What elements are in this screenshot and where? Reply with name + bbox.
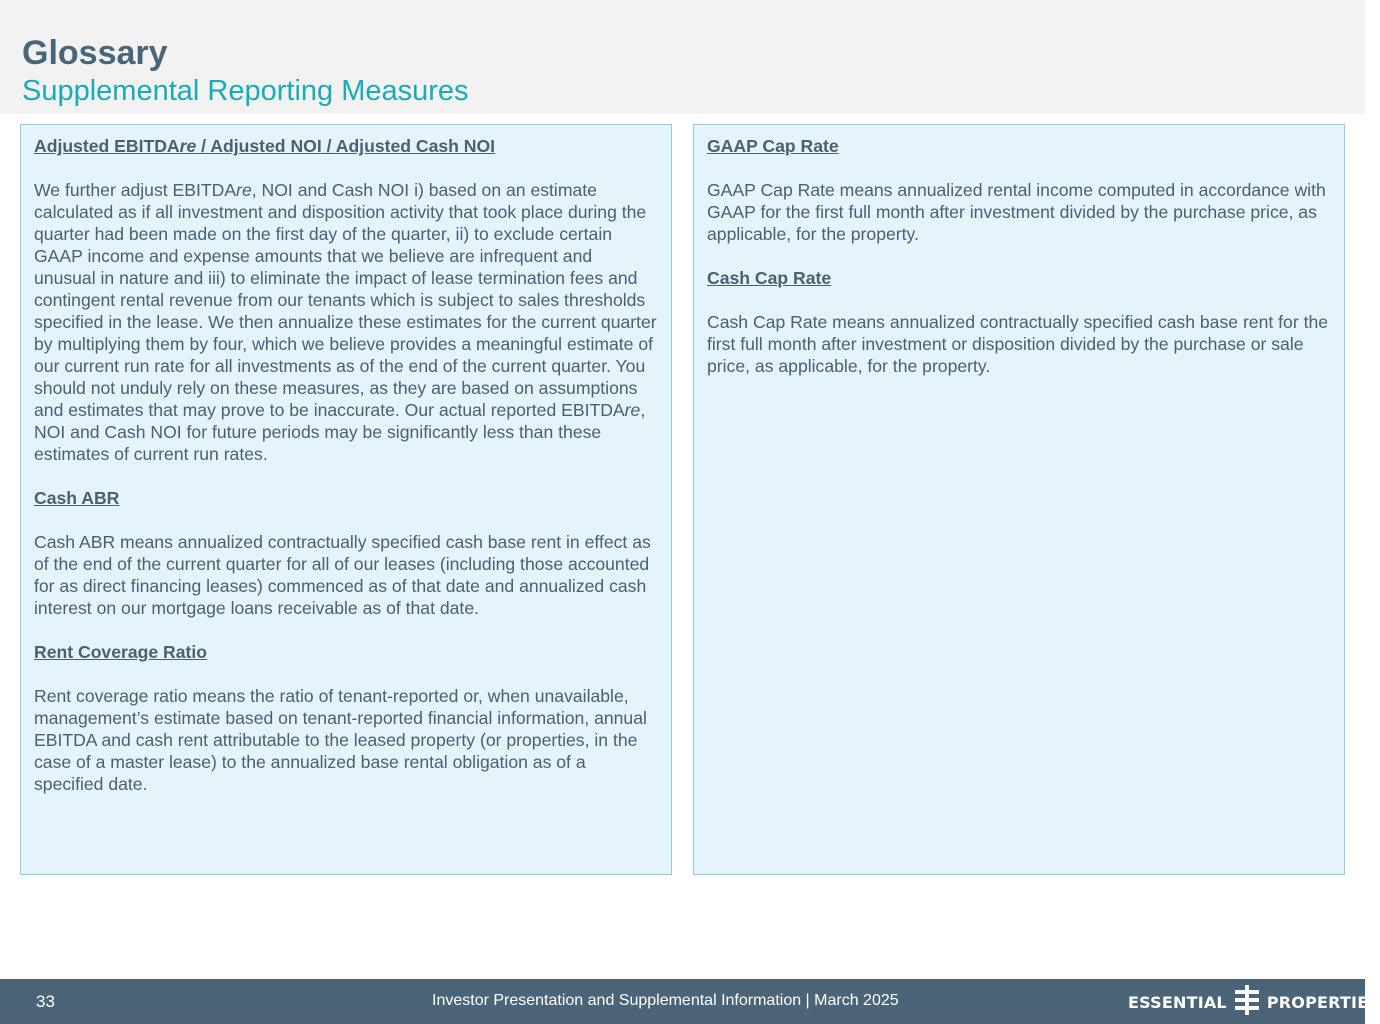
logo-text-right: PROPERTIES [1266,992,1380,1012]
glossary-panel-right [693,124,1345,875]
term-cash-abr: Cash ABR [34,488,120,508]
definition-text: We further adjust EBITDA [34,180,237,200]
footer-caption: Investor Presentation and Supplemental Information | March 2025 [432,992,899,1009]
term-cash-cap-rate: Cash Cap Rate [707,268,832,288]
definition-gaap-cap-rate: GAAP Cap Rate means annualized rental income computed in accordance with GAAP for the first full month after investment divided by the purchase price, as applicable, for the property. [707,180,1326,244]
footer [0,979,1380,1024]
definition-italic-suffix: re [624,400,641,420]
term-adjusted-ebitdare [34,135,658,157]
term-text: Adjusted EBITDA [34,136,180,156]
definition-italic-suffix: re [236,180,252,200]
logo-text-left: ESSENTIAL [1128,992,1227,1012]
company-logo [1128,987,1380,1017]
term-text: / Adjusted NOI / Adjusted Cash NOI [196,136,496,156]
page-title: Glossary [22,34,168,72]
definition-text: , NOI and Cash NOI for future periods may be significantly less than these estimates of current run rates. [34,400,646,464]
term-gaap-cap-rate: GAAP Cap Rate [707,136,839,156]
definition-adjusted-ebitdare [34,179,658,465]
definition-text: , NOI and Cash NOI i) based on an estimate calculated as if all investment and disposition activity that took place during the quarter had been made on the first day of the quarter, ii) to exclude certain GAAP income and expense amounts that we believe are infrequent and unusual in nature and iii) to eliminate the impact of lease termination fees and contingent rental revenue from our tenants which is subject to sales thresholds specified in the lease. We then annualize these estimates for the current quarter by multiplying them by four, which we believe provides a meaningful estimate of our current run rate for all investments as of the end of the current quarter. You should not unduly rely on these measures, as they are based on assumptions and estimates that may prove to be inaccurate. Our actual reported EBITDA [34,180,657,420]
definition-cash-cap-rate: Cash Cap Rate means annualized contractually specified cash base rent for the first full month after investment or disposition divided by the purchase or sale price, as applicable, for the property. [707,312,1329,376]
term-italic-suffix: re [179,136,197,156]
definition-rent-coverage-ratio: Rent coverage ratio means the ratio of tenant-reported or, when unavailable, management’s estimate based on tenant-reported financial information, annual EBITDA and cash rent attributable to the leased property (or properties, in the case of a master lease) to the annualized base rental obligation as of a specified date. [34,686,647,794]
page-number: 33 [36,992,55,1011]
logo-mark-icon [1235,985,1259,1019]
term-rent-coverage-ratio: Rent Coverage Ratio [34,642,208,662]
glossary-panel-left [20,124,672,875]
page-subtitle: Supplemental Reporting Measures [22,75,469,107]
definition-cash-abr: Cash ABR means annualized contractually specified cash base rent in effect as of the end of the current quarter for all of our leases (including those accounted for as direct financing leases) commenced as of that date and annualized cash interest on our mortgage loans receivable as of that date. [34,532,651,618]
header [0,0,1365,114]
